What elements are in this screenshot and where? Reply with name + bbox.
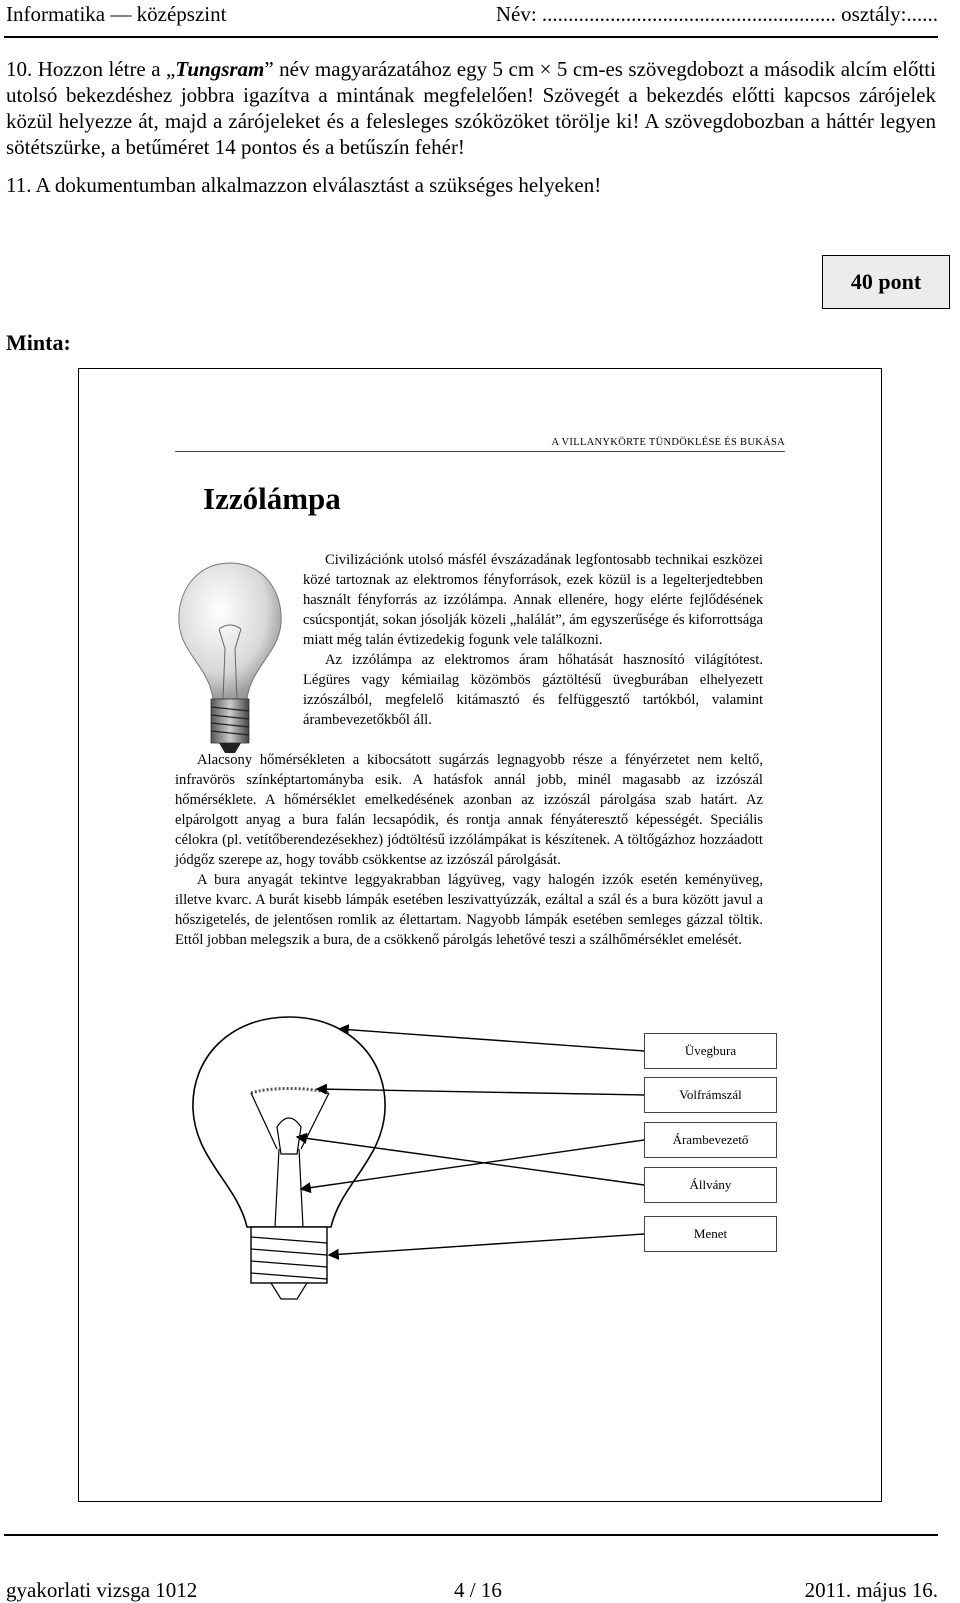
paragraph-4: A bura anyagát tekintve leggyakrabban lágyüveg, vagy halogén izzók esetén keményüveg, illetve kvarc. A burát kisebb lámpák esetében leszivattyúzzák, ezáltal a szál és a bura között javul a hőszigetelés, de jelentősen romlik az élettartam. Nagyobb lámpák esetében semleges gázzal töltik. Ettől jobban melegszik a bura, de a csökkenő párolgás lehetővé teszi a szálhőmérséklet emelését.	[175, 872, 763, 948]
label-allvany: Állvány	[644, 1167, 777, 1203]
header-name-class: Név: ........................................................ osztály:......	[495, 2, 938, 26]
text-block-full	[175, 750, 763, 950]
document-title: Izzólámpa	[203, 481, 341, 516]
task-text	[6, 56, 936, 198]
task-item-11: 11. A dokumentumban alkalmazzon elválasztást a szükséges helyeken!	[6, 173, 602, 197]
paragraph-1: Civilizációnk utolsó másfél évszázadának legfontosabb technikai eszközei közé tartoznak az elektromos fényforrások, ezek közül is a legelterjedtebben használt fényforrás az izzólámpa. Annak ellenére, hogy elérte fejlődésének csúcspontját, sokan jósolják közeli „halálát”, ám egyszerűsége és kiforrottsága miatt még talán évtizedekig fogunk vele találkozni.	[303, 552, 763, 648]
points-box: 40 pont	[822, 255, 950, 309]
footer-date: 2011. május 16.	[804, 1578, 938, 1602]
header-rule	[4, 36, 938, 38]
label-uvegbura: Üvegbura	[644, 1033, 777, 1069]
label-menet: Menet	[644, 1216, 777, 1252]
tungsram-emphasis: Tungsram	[175, 57, 265, 81]
sample-page	[78, 368, 882, 1502]
text-block-beside-image	[303, 550, 763, 730]
lightbulb-photo	[175, 559, 285, 759]
footer-rule	[4, 1534, 938, 1536]
minta-label: Minta:	[6, 330, 71, 355]
footer-exam-code: gyakorlati vizsga 1012	[6, 1578, 198, 1602]
running-header: A VILLANYKÖRTE TÜNDÖKLÉSE ÉS BUKÁSA	[175, 437, 785, 452]
label-arambevezeto: Árambevezető	[644, 1122, 777, 1158]
label-volframszal: Volfrámszál	[644, 1077, 777, 1113]
paragraph-3: Alacsony hőmérsékleten a kibocsátott sugárzás legnagyobb része a fényérzetet nem keltő, infravörös színképtartományba esik. A hatásfok annál jobb, minél magasabb az izzószál hőmérséklete. A hőmérséklet emelkedésének azonban az izzószál párolgása szab határt. Az elpárolgott anyag a bura falán lecsapódik, és rontja annak fényáteresztő képességét. Speciális célokra (pl. vetítőberendezésekhez) jódtöltésű izzólámpákat is készítenek. A töltőgázhoz hozzáadott jódgőz szerepe az, hogy tovább csökkentse az izzószál párolgását.	[175, 752, 763, 868]
page-header	[6, 0, 938, 34]
paragraph-2: Az izzólámpa az elektromos áram hőhatását hasznosító világítótest. Légüres vagy kémiailag közömbös gáztöltésű üvegburában elhelyezett izzószálból, megfelelő kitámasztó és felfüggesztő tartókból, valamint árambevezetőkből áll.	[303, 652, 763, 728]
header-subject: Informatika — középszint	[6, 2, 227, 26]
task-item-10: 10. Hozzon létre a „Tungsram” név magyarázatához egy 5 cm × 5 cm-es szövegdobozt a második alcím előtti utolsó bekezdéshez jobbra igazítva a mintának megfelelően! Szövegét a bekezdés előtti kapcsos zárójelek közül helyezze át, majd a zárójeleket és a felesleges szóközöket törölje ki! A szövegdobozban a háttér legyen sötétszürke, a betűméret 14 pontos és a betűszín fehér!	[6, 57, 936, 159]
footer-page-number: 4 / 16	[454, 1578, 502, 1602]
